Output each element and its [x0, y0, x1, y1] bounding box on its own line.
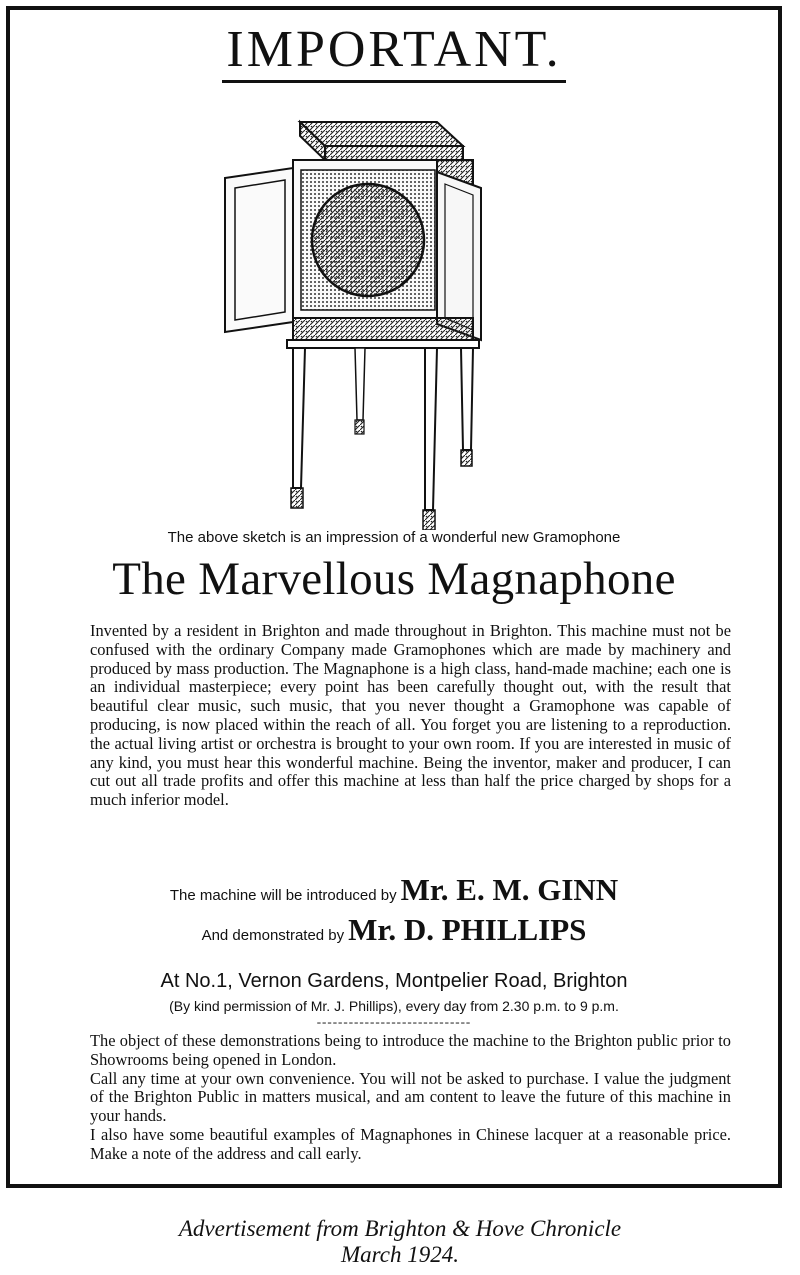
source-note-line-1: Advertisement from Brighton & Hove Chronicle: [178, 1216, 622, 1241]
demonstrator-name: Mr. D. PHILLIPS: [348, 912, 587, 947]
permission-line: (By kind permission of Mr. J. Phillips), every day from 2.30 p.m. to 9 p.m.: [169, 998, 619, 1014]
advertisement-frame: [6, 6, 782, 1188]
description-paragraph: Invented by a resident in Brighton and made throughout in Brighton. This machine must not be confused with the ordinary Company made Gramophones which are made by machinery and produced by mass production. The Magnaphone is a high class, hand-made machine; each one is an individual masterpiece; every point has been carefully thought out, with the result that beautiful clear music, such music, that you never thought a Gramophone was capable of producing, is now placed within the reach of all. You forget you are listening to a reproduction. the actual living artist or orchestra is brought to your own room. If you are interested in music of any kind, you must hear this wonderful machine. Being the inventor, maker and producer, I can cut out all trade profits and offer this machine at less than half the price charged by shops for a much inferior model.: [90, 621, 731, 810]
headline: IMPORTANT.: [10, 24, 778, 76]
gramophone-sketch: [205, 100, 535, 530]
sketch-caption: The above sketch is an impression of a wonderful new Gramophone: [167, 529, 621, 546]
introduced-by-line: [10, 872, 778, 908]
demonstrated-by-line: [10, 912, 778, 948]
introduced-prefix: The machine will be introduced by: [169, 887, 397, 904]
visit-paragraph: Call any time at your own convenience. You will not be asked to purchase. I value the judgment of the Brighton Public in matters musical, and am content to leave the future of this machine in your hands.: [90, 1068, 731, 1126]
address-line: At No.1, Vernon Gardens, Montpelier Road, Brighton: [160, 970, 628, 992]
source-note-line-2: March 1924.: [341, 1242, 459, 1267]
object-section: [90, 1032, 731, 1164]
demonstrated-prefix: And demonstrated by: [201, 927, 345, 944]
introducer-name: Mr. E. M. GINN: [400, 872, 619, 907]
lacquer-paragraph: I also have some beautiful examples of Magnaphones in Chinese lacquer at a reasonable price. Make a note of the address and call early.: [90, 1124, 731, 1163]
product-title: The Marvellous Magnaphone: [112, 553, 676, 605]
source-note: [0, 1216, 800, 1268]
object-paragraph: The object of these demonstrations being to introduce the machine to the Brighton public prior to Showrooms being opened in London.: [90, 1031, 731, 1069]
dashed-divider: -----------------------------: [316, 1014, 472, 1029]
